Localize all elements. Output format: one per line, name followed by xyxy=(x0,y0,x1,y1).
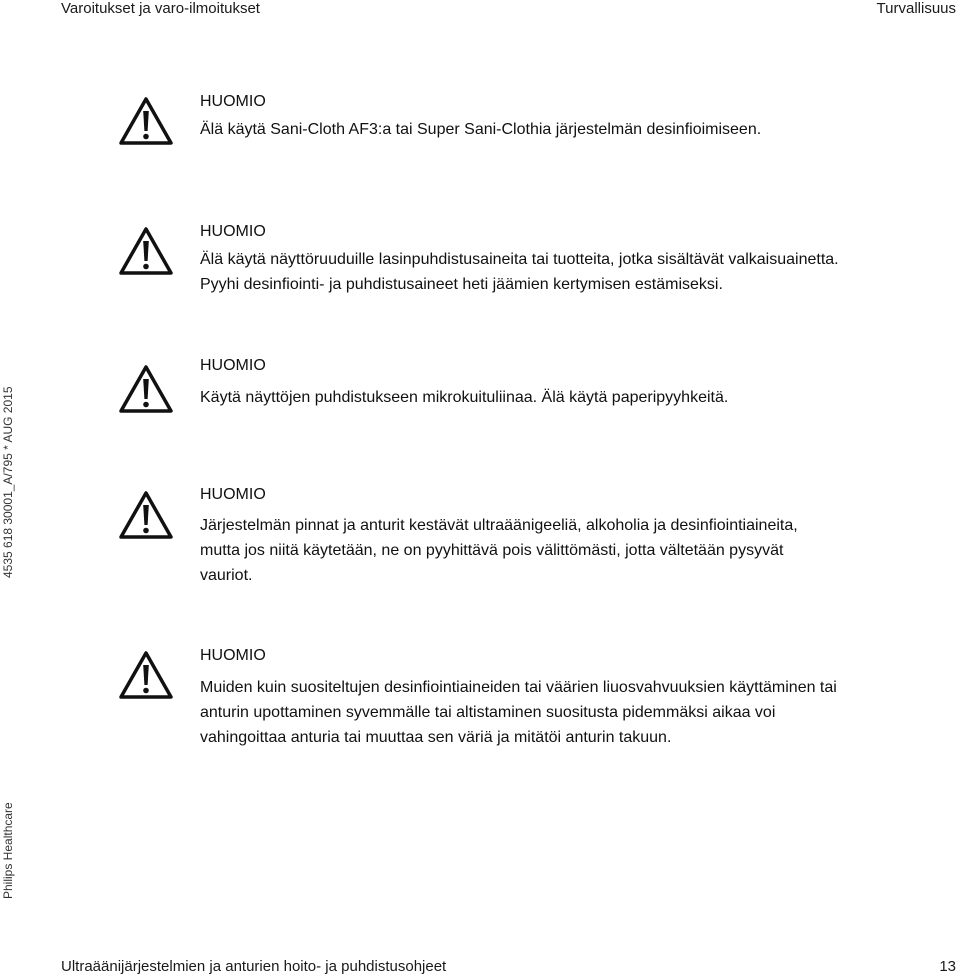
warning-triangle-icon xyxy=(118,490,174,540)
warning-triangle-icon xyxy=(118,96,174,146)
caution-title: HUOMIO xyxy=(200,357,266,374)
caution-text xyxy=(200,117,761,142)
warning-triangle-icon xyxy=(118,364,174,414)
caution-text xyxy=(200,513,798,588)
footer-document-title: Ultraäänijärjestelmien ja anturien hoito- ja puhdistusohjeet xyxy=(61,958,447,975)
header-chapter-title: Turvallisuus xyxy=(876,0,956,17)
sidebar-document-id: 4535 618 30001_A/795 * AUG 2015 xyxy=(1,386,15,578)
sidebar-brand: Philips Healthcare xyxy=(1,802,15,899)
caution-title: HUOMIO xyxy=(200,223,266,240)
page-number: 13 xyxy=(939,958,956,975)
warning-triangle-icon xyxy=(118,226,174,276)
caution-text-line: Pyyhi desinfiointi- ja puhdistusaineet heti jäämien kertymisen estämiseksi. xyxy=(200,276,723,293)
caution-text-line: vauriot. xyxy=(200,567,253,584)
caution-text-line: Järjestelmän pinnat ja anturit kestävät ultraäänigeeliä, alkoholia ja desinfiointiaineita, xyxy=(200,517,798,534)
caution-text xyxy=(200,675,837,750)
warning-triangle-icon xyxy=(118,650,174,700)
caution-text-line: vahingoittaa anturia tai muuttaa sen väriä ja mitätöi anturin takuun. xyxy=(200,729,672,746)
caution-text-line: anturin upottaminen syvemmälle tai altistaminen suositusta pidemmäksi aikaa voi xyxy=(200,704,776,721)
caution-text-line: mutta jos niitä käytetään, ne on pyyhittävä pois välittömästi, jotta vältetään pysyvät xyxy=(200,542,784,559)
caution-text-line: Älä käytä Sani-Cloth AF3:a tai Super Sani-Clothia järjestelmän desinfioimiseen. xyxy=(200,121,762,138)
caution-text xyxy=(200,385,728,410)
caution-text-line: Älä käytä näyttöruuduille lasinpuhdistusaineita tai tuotteita, jotka sisältävät valkaisuainetta. xyxy=(200,251,839,268)
caution-title: HUOMIO xyxy=(200,486,266,503)
caution-title: HUOMIO xyxy=(200,93,266,110)
caution-text-line: Käytä näyttöjen puhdistukseen mikrokuituliinaa. Älä käytä paperipyyhkeitä. xyxy=(200,389,729,406)
caution-text xyxy=(200,247,839,297)
caution-text-line: Muiden kuin suositeltujen desinfiointiaineiden tai väärien liuosvahvuuksien käyttäminen tai xyxy=(200,679,837,696)
caution-title: HUOMIO xyxy=(200,647,266,664)
header-section-title: Varoitukset ja varo-ilmoitukset xyxy=(61,0,260,17)
